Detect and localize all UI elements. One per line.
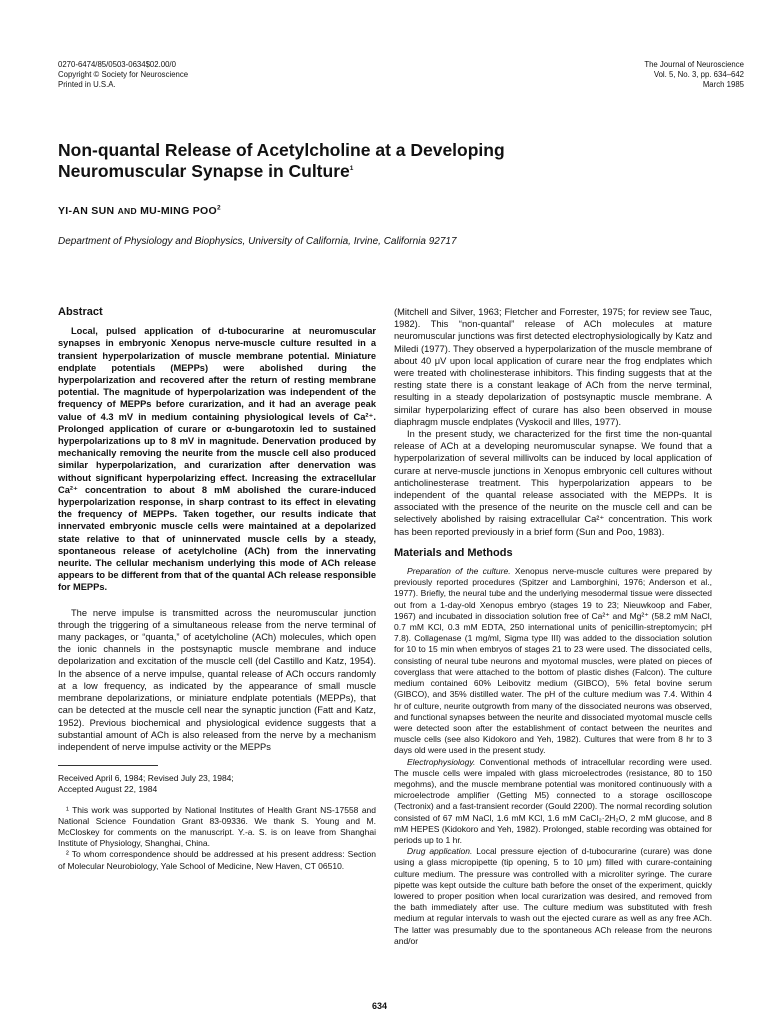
abstract-heading: Abstract bbox=[58, 306, 103, 318]
methods-paragraph: Drug application. Local pressure ejection of d-tubocurarine (curare) was done using a glass micropipette (tip opening, 5 to 10 μm) filled with curare-containing culture medium. The pressure was controlled with a microliter syringe. The curare pipette was kept outside the culture bath before the onset of the experiment, quickly lowered to proper position when local curarization was desired, and removed from the bath immediately after use. The culture medium was substituted with fresh medium at regular intervals to wash out the ejected curare as well as any free ACh. The latter was presumably due to the spontaneous ACh release from the neurons and/or bbox=[394, 846, 712, 946]
intro-paragraph-2: (Mitchell and Silver, 1963; Fletcher and Forrester, 1975; for review see Tauc, 1982). This “non-quantal” release of ACh molecules at mature neuromuscular junctions was first detected electrophysiologically by Katz and Miledi (1977). They observed a hyperpolarization of the muscle membrane of about 40 μV upon local application of curare near the frog endplates which were treated with cholinesterase inhibitors. This finding suggests that at the resting state there is a constant leakage of ACh from the nerve terminal, resulting in a steady depolarization of postsynaptic muscle membrane. A similar hyperpolarizing effect of curare has also been observed in mouse diaphragm muscle endplates (Vyskocil and Illes, 1977). bbox=[394, 307, 712, 427]
volume-line: Vol. 5, No. 3, pp. 634–642 bbox=[653, 70, 744, 79]
author-connector: AND bbox=[117, 206, 137, 216]
journal-meta-left bbox=[58, 60, 188, 90]
journal-meta-right bbox=[644, 60, 744, 90]
printed-line: Printed in U.S.A. bbox=[58, 80, 116, 89]
footnote-2: ² To whom correspondence should be addressed at his present address: Section of Molecular Neurobiology, Yale School of Medicine, New Haven, CT 06510. bbox=[58, 849, 376, 871]
methods-subheading: Preparation of the culture. bbox=[407, 566, 511, 577]
author-1: YI-AN SUN bbox=[58, 205, 115, 217]
intro-paragraph-3: In the present study, we characterized for the first time the non-quantal release of ACh at a developing neuromuscular synapse. We found that a hyperpolarization of several millivolts can be induced by local application of curare at nerve-muscle junctions in Xenopus embryonic cell cultures without anticholinesterase treatment. This hyperpolarization appears to be independent of the quantal release associated with the MEPPs. It is associated with the presence of the neurite on the muscle cell and can be selectively abolished by raising extracellular Ca²⁺ concentration. This work has been reported previously in a brief form (Sun and Poo, 1983). bbox=[394, 429, 712, 537]
methods-subheading: Drug application. bbox=[407, 846, 473, 857]
methods-paragraph: Electrophysiology. Conventional methods of intracellular recording were used. The muscle cells were impaled with glass microelectrodes (resistance, 80 to 150 megohms), and the muscle membrane potential was monitored continuously with a microelectrode amplifier (Getting M5) connected to a storage oscilloscope (Tectronix) and a fast-transient recorder (Gould 2200). The normal recording solution consisted of 67 mM NaCl, 1.6 mM KCl, 1.6 mM CaCl₂·2H₂O, 2 mM glucose, and 8 mM HEPES (Kidokoro and Yeh, 1982). Prolonged, stable recording was obtained for periods up to 1 hr. bbox=[394, 756, 712, 845]
abstract-text: Local, pulsed application of d-tubocurarine at neuromuscular synapses in embryonic Xenopus nerve-muscle culture resulted in a transient hyperpolarization of muscle membrane potential. Miniature endplate potentials (MEPPs) were abolished during the hyperpolarization and recovered after the return of resting membrane potential. The magnitude of hyperpolarization was independent of the frequency of MEPPs before curarization, and it had an average peak value of 4.3 mV in medium containing physiological levels of Ca²⁺. Prolonged application of curare or α-bungarotoxin led to sustained hyperpolarizations up to 8 mV in magnitude. Denervation produced by mechanically removing the neurite from the muscle cell also produced similar hyperpolarization, and curarization after denervation was without significant hyperpolarizing effect. Increasing the extracellular Ca²⁺ concentration to about 8 mM abolished the curare-induced hyperpolarization response, in sharp contrast to its effect in elevating the frequency of MEPPs. Taken together, our results indicate that innervated embryonic muscle cells were maintained at a depolarized state relative to that of uninnervated muscle cells by a steady, spontaneous release of acetylcholine (ACh) from the innervating neurite. The cellular mechanism underlying this mode of ACh release appears to be different from that of the quantal ACh release responsible for MEPPs. bbox=[58, 326, 376, 593]
copyright-line: Copyright © Society for Neuroscience bbox=[58, 70, 189, 79]
methods-heading: Materials and Methods bbox=[394, 546, 513, 559]
title-footnote-mark: 1 bbox=[349, 165, 354, 173]
methods-paragraph: Preparation of the culture. Xenopus nerve-muscle cultures were prepared by previously reported procedures (Spitzer and Lamborghini, 1976; Anderson et al., 1977). Briefly, the neural tube and the underlying mesodermal tissue were dissected out from a 1-day-old Xenopus embryo (stages 19 to 23; Nieuwkoop and Faber, 1967) and incubated in dissociation solution free of Ca²⁺ and Mg²⁺ (58.2 mM NaCl, 0.7 mM KCl, 0.3 mM EDTA, 250 international units of penicillin-streptomycin; pH 7.8). Collagenase (1 mg/ml, Sigma type III) was added to the dissociation solution for 10 to 15 min when embryos of stages 21 to 23 were used. The dissociated cells, consisting of neural tube neurons and myotomal muscles, were plated on pieces of coverglass that were attached to the bottom of plastic dishes (Falcon). The culture medium contained 60% Leibovitz medium (GIBCO), 5% fetal bovine serum (GIBCO), and 35% distilled water. The pH of the culture medium was 7.4. Within 4 hr of culture, neurite outgrowth from many of the dissociated neurons was observed, and functional synapses between the neurite and dissociated myotomal muscle cells were detected soon after the establishment of contact between the neurites and muscle cells (see also Kidokoro and Yeh, 1982). Cultures that were from 8 hr to 3 days old were used in the present study. bbox=[394, 566, 712, 756]
footnote-divider bbox=[58, 765, 158, 766]
journal-name: The Journal of Neuroscience bbox=[644, 60, 744, 69]
left-column bbox=[58, 306, 376, 872]
author-2: MU-MING POO bbox=[140, 205, 217, 217]
page-number: 634 bbox=[372, 1001, 388, 1011]
footnote-1: ¹ This work was supported by National Institutes of Health Grant NS-17558 and National Science Foundation Grant 83-09336. We thank S. Young and M. McCloskey for comments on the manuscript. Y.-a. S. is on leave from Shanghai Institute of Physiology, Shanghai, China. bbox=[58, 804, 376, 849]
date-line: March 1985 bbox=[702, 80, 744, 89]
author-footnote-mark: 2 bbox=[216, 204, 221, 212]
intro-paragraph-1: The nerve impulse is transmitted across the neuromuscular junction through the triggering of a simultaneous release from the nerve terminal of many packages, or “quanta,” of acetylcholine (ACh) molecules, which open the ionic channels in the postsynaptic muscle membrane and induce depolarization and excitation of the muscle cell (del Castillo and Katz, 1954). In the absence of a nerve impulse, quantal release of ACh occurs randomly at a low frequency, as indicated by the appearance of small muscle membrane depolarizations, or miniature endplate potentials (MEPPs), that can be detected at the muscle cell near the synaptic junction (Fatt and Katz, 1952). Previous biochemical and physiological evidence suggests that a substantial amount of ACh is also released from the nerve by a mechanism independent of nerve impulse activity or the MEPPs bbox=[58, 607, 376, 752]
right-column bbox=[394, 306, 712, 947]
author-line bbox=[58, 205, 221, 217]
paper-title: Non-quantal Release of Acetylcholine at a Developing Neuromuscular Synapse in Culture$^1$ bbox=[58, 140, 505, 181]
footnotes bbox=[58, 805, 376, 872]
affiliation: Department of Physiology and Biophysics, University of California, Irvine, California 92717 bbox=[58, 236, 457, 247]
methods-subheading: Electrophysiology. bbox=[407, 756, 476, 767]
methods-section bbox=[394, 566, 712, 947]
issn-line: 0270-6474/85/0503-0634$02.00/0 bbox=[58, 60, 176, 69]
received-dates: Received April 6, 1984; Revised July 23, 1984; Accepted August 22, 1984 bbox=[58, 773, 234, 795]
